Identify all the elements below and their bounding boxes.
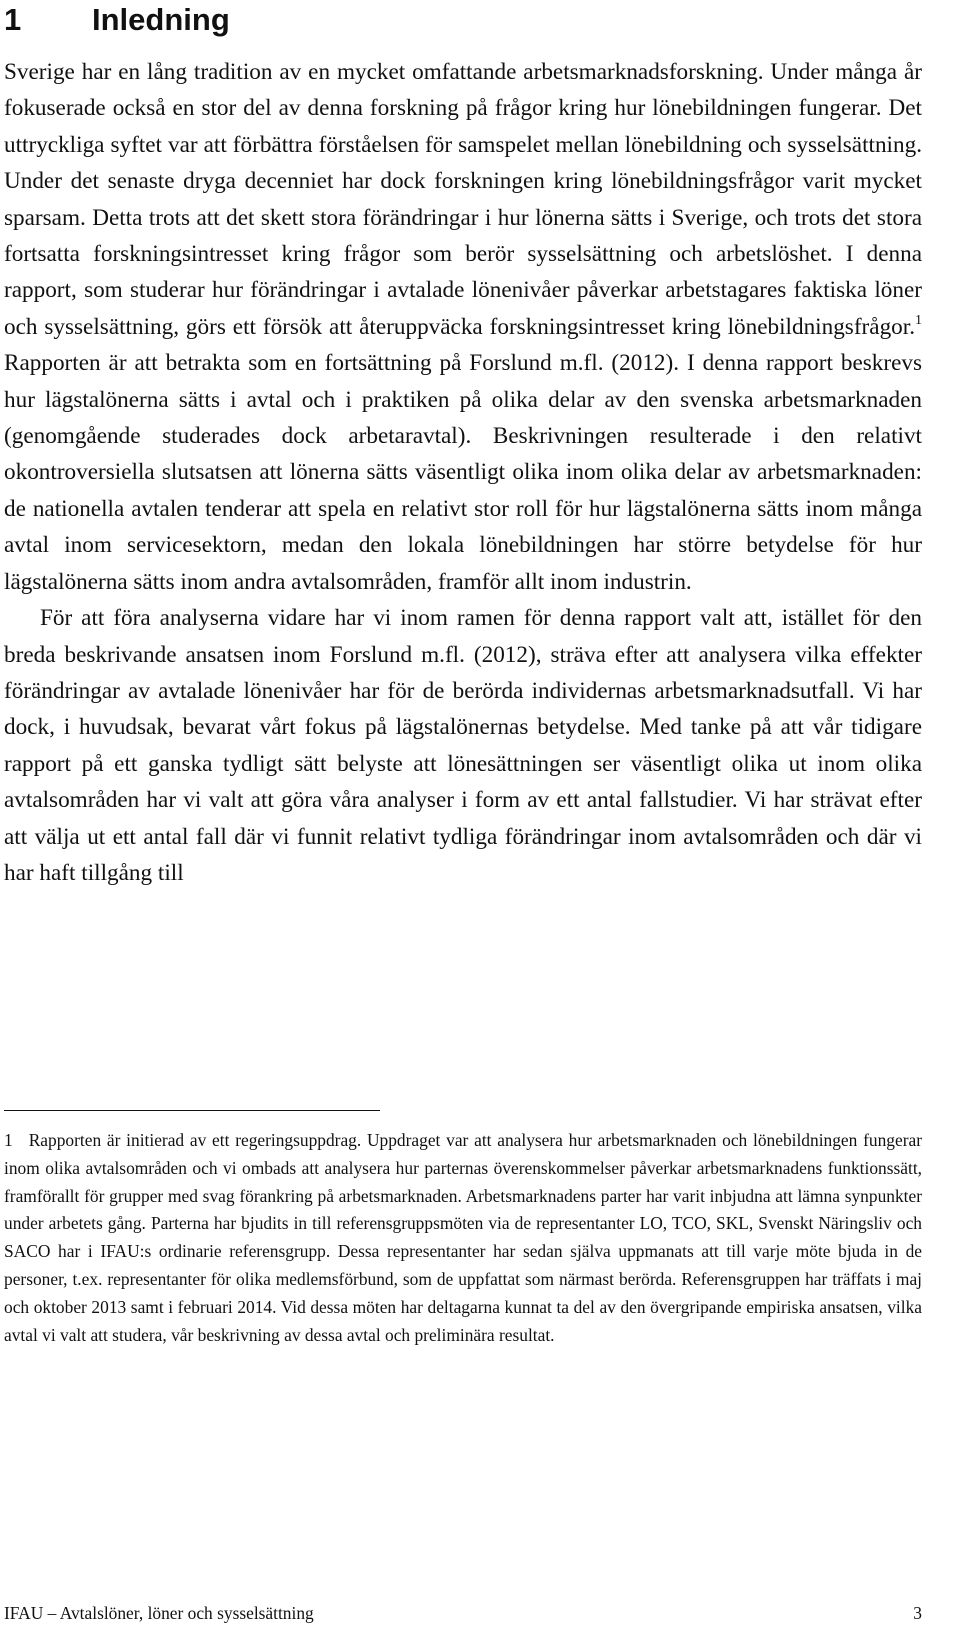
footnote-number: 1: [4, 1130, 13, 1150]
footnote-text: Rapporten är initierad av ett regeringsuppdrag. Uppdraget var att analysera hur arbetsmarknaden och lönebildningen fungerar inom olika avtalsområden och vi ombads att analysera hur parternas överenskommelser påverkar arbetsmarknadens funktionssätt, framförallt för grupper med svag förankring på arbetsmarknaden. Arbetsmarknadens parter har varit inbjudna att lämna synpunkter under arbetets gång. Parterna har bjudits in till referensgruppsmöten via de representanter LO, TCO, SKL, Svenskt Näringsliv och SACO har i IFAU:s ordinarie referensgrupp. Dessa representanter har sedan själva uppmanats att till varje möte bjuda in de personer, t.ex. representanter för olika medlemsförbund, som de uppfattat som närmast berörda. Referensgruppen har träffats i maj och oktober 2013 samt i februari 2014. Vid dessa möten har deltagarna kunnat ta del av den övergripande empiriska ansatsen, vilka avtal vi valt att studera, vår beskrivning av dessa avtal och preliminära resultat.: [4, 1130, 922, 1345]
chapter-title: Inledning: [92, 2, 230, 37]
paragraph-1-text-b: Rapporten är att betrakta som en fortsättning på Forslund m.fl. (2012). I denna rapport beskrevs hur lägstalönerna sätts i avtal och i praktiken på olika delar av den svenska arbetsmarknaden (genomgående studerades dock arbetaravtal). Beskrivningen resulterade i den relativt okontroversiella slutsatsen att lönerna sätts väsentligt olika inom olika delar av arbetsmarknaden: de nationella avtalen tenderar att spela en relativt stor roll för hur lägstalönerna sätts inom många avtal inom servicesektorn, medan den lokala lönebildningen har större betydelse för hur lägstalönerna sätts inom andra avtalsområden, framför allt inom industrin.: [4, 350, 922, 595]
paragraph-2: För att föra analyserna vidare har vi inom ramen för denna rapport valt att, istället för den breda beskrivande ansatsen inom Forslund m.fl. (2012), sträva efter att analysera vilka effekter förändringar av avtalade lönenivåer har för de berörda individernas arbetsmarknadsutfall. Vi har dock, i huvudsak, bevarat vårt fokus på lägstalönernas betydelse. Med tanke på att vår tidigare rapport på ett ganska tydligt sätt belyste att lönesättningen ser väsentligt olika ut inom olika avtalsområden har vi valt att göra våra analyser i form av ett antal fallstudier. Vi har strävat efter att välja ut ett antal fall där vi funnit relativt tydliga förändringar inom avtalsområden och där vi har haft tillgång till: [4, 605, 922, 886]
paragraph-1-text-a: Sverige har en lång tradition av en mycket omfattande arbetsmarknadsforskning. Under många år fokuserade också en stor del av denna forskning på frågor kring hur lönebildningen fungerar. Det uttryckliga syftet var att förbättra förståelsen för samspelet mellan lönebildning och sysselsättning. Under det senaste dryga decenniet har dock forskningen kring lönebildningsfrågor varit mycket sparsam. Detta trots att det skett stora förändringar i hur lönerna sätts i Sverige, och trots det stora fortsatta forskningsintresset kring frågor som berör sysselsättning och arbetslöshet. I denna rapport, som studerar hur förändringar i avtalade lönenivåer påverkar arbetstagares faktiska löner och sysselsättning, görs ett försök att återuppväcka forskningsintresset kring lönebildningsfrågor.: [4, 59, 922, 340]
chapter-number: 1: [4, 2, 22, 37]
footnote-reference: 1: [915, 312, 922, 328]
footnote: [4, 1127, 922, 1349]
footnote-separator: [4, 1110, 380, 1111]
body-text: [4, 54, 922, 891]
paragraph-1: [4, 54, 922, 600]
chapter-heading: [4, 0, 230, 40]
page-number: 3: [913, 1603, 922, 1623]
page-footer: [4, 1601, 922, 1625]
footer-title: IFAU – Avtalslöner, löner och sysselsättning: [4, 1603, 314, 1623]
